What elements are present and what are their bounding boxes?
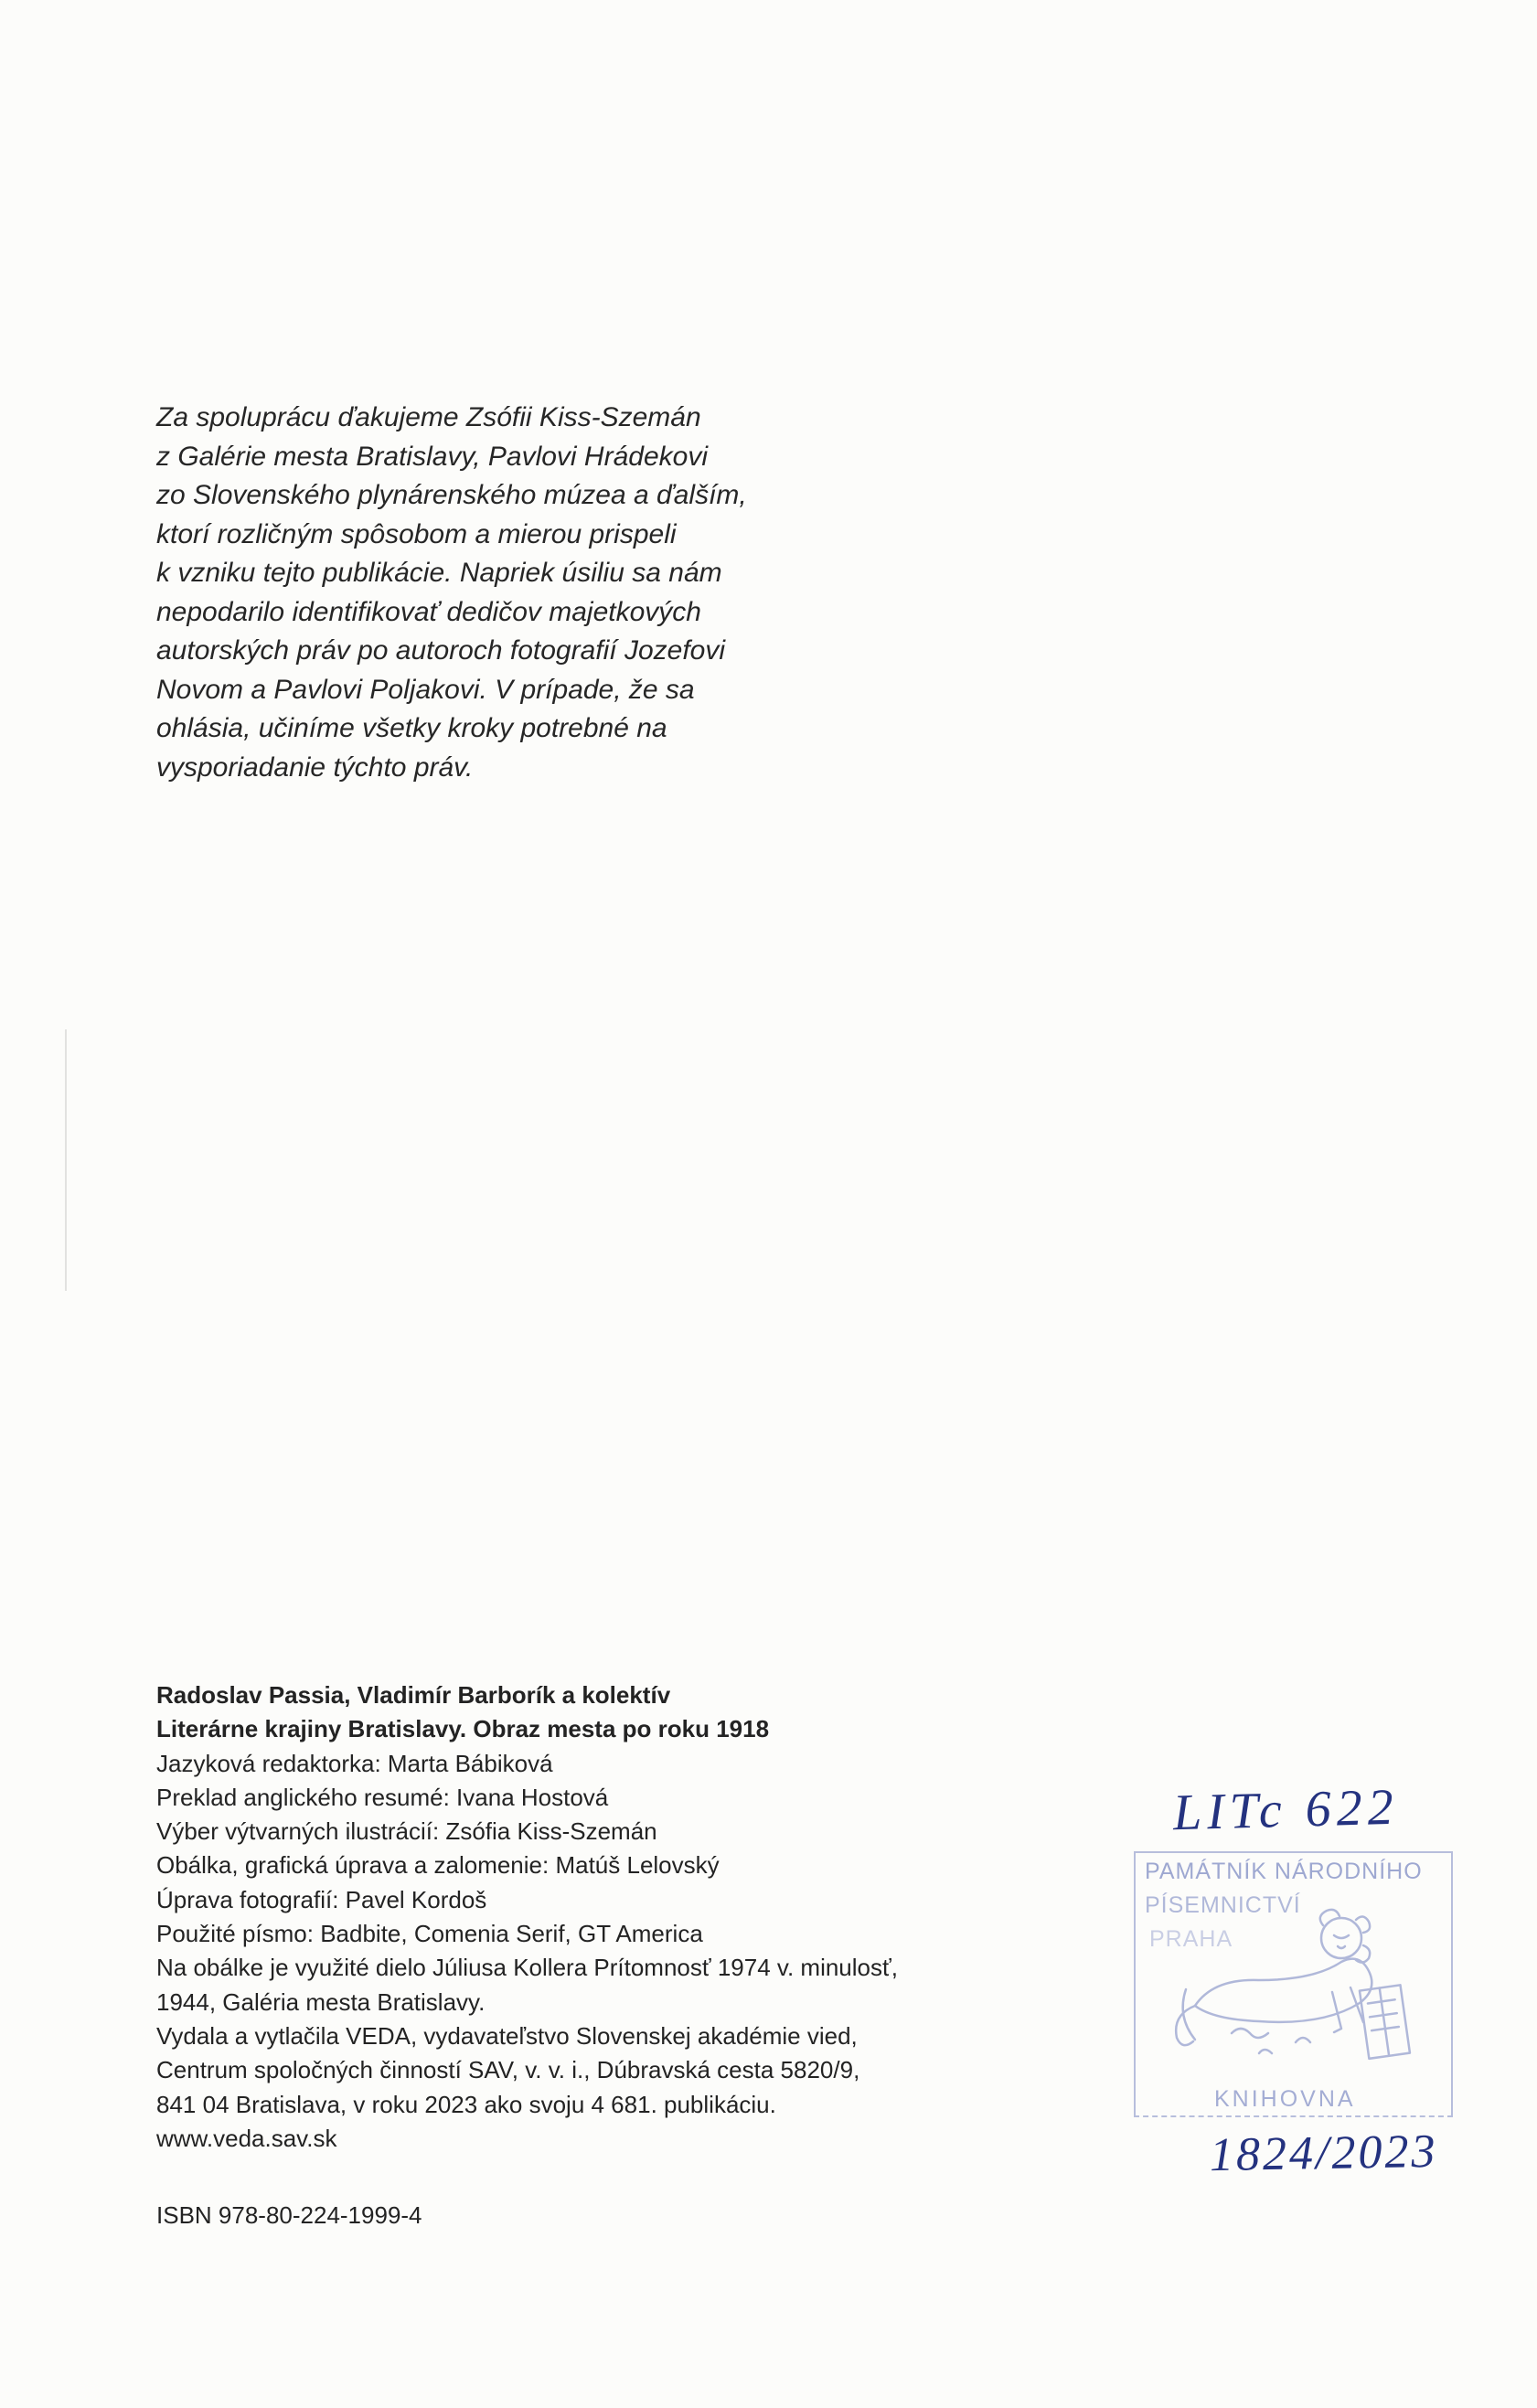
acknowledgement-line: z Galérie mesta Bratislavy, Pavlovi Hrádekovi <box>156 441 708 472</box>
imprint-block <box>156 1678 898 2156</box>
credit-line: Jazyková redaktorka: Marta Bábiková <box>156 1749 553 1777</box>
acknowledgement-line: nepodarilo identifikovať dedičov majetkových <box>156 596 701 627</box>
acknowledgement-line: k vzniku tejto publikácie. Napriek úsiliu sa nám <box>156 558 722 588</box>
emblem-ornament <box>1232 2029 1310 2053</box>
library-stamp <box>1134 1851 1453 2117</box>
acknowledgement-line: Za spoluprácu ďakujeme Zsófii Kiss-Szemán <box>156 402 701 432</box>
book-title: Literárne krajiny Bratislavy. Obraz mesta po roku 1918 <box>156 1715 770 1743</box>
acknowledgement-line: vysporiadanie týchto práv. <box>156 751 474 783</box>
stamp-line-3: PRAHA <box>1149 1926 1233 1952</box>
credit-line: Preklad anglického resumé: Ivana Hostová <box>156 1783 609 1811</box>
publisher-line: Centrum spoločných činností SAV, v. v. i., Dúbravská cesta 5820/9, <box>156 2056 860 2084</box>
credit-line: Obálka, grafická úprava a zalomenie: Matúš Lelovský <box>156 1851 720 1880</box>
publisher-line: 841 04 Bratislava, v roku 2023 ako svoju 4 681. publikáciu. <box>156 2090 776 2118</box>
acknowledgement-line: ktorí rozličným spôsobom a mierou prispeli <box>156 518 677 549</box>
acknowledgement-line: Novom a Pavlovi Poljakovi. V prípade, že sa <box>156 674 695 705</box>
isbn: ISBN 978-80-224-1999-4 <box>156 2201 422 2229</box>
publisher-line: Vydala a vytlačila VEDA, vydavateľstvo Slovenskej akadémie vied, <box>156 2021 858 2050</box>
scan-edge-artifact <box>65 1029 67 1291</box>
stamp-line-1: PAMÁTNÍK NÁRODNÍHO <box>1145 1859 1423 1884</box>
handwritten-shelfmark: LITc 622 <box>1172 1778 1400 1842</box>
lion-body <box>1176 1959 1372 2046</box>
credit-line: Výber výtvarných ilustrácií: Zsófia Kiss-Szemán <box>156 1817 657 1846</box>
credit-line: 1944, Galéria mesta Bratislavy. <box>156 1987 486 2016</box>
acknowledgement-paragraph <box>156 399 747 787</box>
acknowledgement-line: zo Slovenského plynárenského múzea a ďalším, <box>156 480 747 510</box>
stamp-footer: KNIHOVNA <box>1214 2086 1356 2112</box>
credit-line: Použité písmo: Badbite, Comenia Serif, GT America <box>156 1920 703 1948</box>
credit-line: Na obálke je využité dielo Júliusa Kollera Prítomnosť 1974 v. minulosť, <box>156 1954 898 1982</box>
lion-emblem-icon <box>1168 1905 1422 2083</box>
lion-head <box>1320 1910 1370 1963</box>
book-authors: Radoslav Passia, Vladimír Barborík a kolektív <box>156 1681 671 1709</box>
credit-line: Úprava fotografií: Pavel Kordoš <box>156 1885 487 1913</box>
handwritten-accession-number: 1824/2023 <box>1209 2125 1438 2182</box>
publisher-website: www.veda.sav.sk <box>156 2124 337 2152</box>
acknowledgement-line: ohlásia, učiníme všetky kroky potrebné na <box>156 713 667 743</box>
acknowledgement-line: autorských práv po autoroch fotografií Jozefovi <box>156 635 726 666</box>
stamp-line-2: PÍSEMNICTVÍ <box>1145 1892 1301 1918</box>
